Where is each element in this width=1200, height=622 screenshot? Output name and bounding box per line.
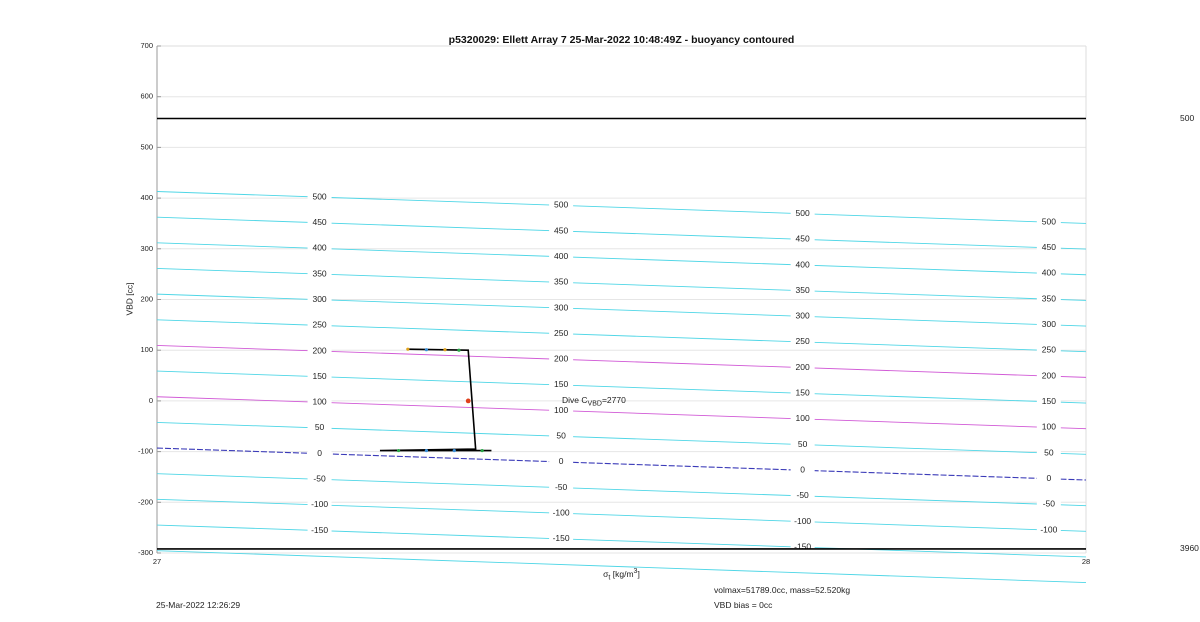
dive-annotation <box>562 395 626 408</box>
contour-label: 50 <box>1044 447 1054 458</box>
contour-label: 250 <box>554 327 569 338</box>
x-axis-label-unit: [kg/m <box>612 568 634 579</box>
y-tick-label: 100 <box>140 345 153 355</box>
dive-sample-point <box>443 348 446 351</box>
contour-label: 50 <box>556 430 566 441</box>
contour-label: 500 <box>795 207 810 218</box>
y-tick-label: -200 <box>137 497 153 507</box>
contour-label: 400 <box>1041 267 1056 278</box>
contour-label: 500 <box>312 191 327 202</box>
contour-label: 250 <box>312 319 327 330</box>
y-tick-label: 400 <box>140 193 153 203</box>
contour-label: 150 <box>795 387 810 398</box>
contour-label: 150 <box>554 379 569 390</box>
contour-label: -100 <box>311 499 329 510</box>
x-axis-label <box>603 568 640 582</box>
contour-label: 500 <box>554 199 569 210</box>
y-tick-label: 500 <box>140 142 153 152</box>
contour-label: 300 <box>1041 319 1056 330</box>
dive-annotation-tail: =2770 <box>601 394 626 405</box>
contour-label: 400 <box>554 250 569 261</box>
y-axis-label: VBD [cc] <box>124 281 135 316</box>
footer-volmax: volmax=51789.0cc, mass=52.520kg <box>714 585 851 595</box>
contour-label: 350 <box>1041 293 1056 304</box>
contour-label: 50 <box>314 422 325 433</box>
contour-label: 100 <box>1041 421 1056 432</box>
contour-label: 50 <box>797 438 808 449</box>
x-tick-label: 27 <box>152 556 162 566</box>
contour-label: 450 <box>795 233 810 244</box>
contour-label: 450 <box>312 217 327 228</box>
contour-label: 300 <box>795 310 810 321</box>
contour-label: 450 <box>554 225 569 236</box>
vbd-limit-label: 500 <box>1180 112 1195 123</box>
contour-label: 450 <box>1041 242 1056 253</box>
dive-sample-point <box>397 449 400 452</box>
contour-label: 100 <box>554 404 569 415</box>
contour-label: 0 <box>317 447 322 458</box>
contour-label: 250 <box>795 336 810 347</box>
x-axis-label-unit-close: ] <box>637 568 640 579</box>
y-tick-label: 300 <box>140 243 153 253</box>
dive-sample-point <box>406 348 409 351</box>
contour-label: 400 <box>795 259 810 270</box>
x-axis-label-main: σ <box>603 568 609 579</box>
contour-label: 350 <box>795 284 810 295</box>
contour-label: 350 <box>554 276 569 287</box>
contour-label: 200 <box>795 361 810 372</box>
contour-label: 350 <box>312 268 327 279</box>
y-tick-label: 200 <box>140 294 153 304</box>
contour-label: -50 <box>554 481 568 492</box>
contour-label: 200 <box>312 345 327 356</box>
contour-label: 500 <box>1041 216 1056 227</box>
vbd-limit-label: 3960 <box>1180 543 1199 554</box>
contour-label: 300 <box>312 293 327 304</box>
contour-label: 100 <box>312 396 327 407</box>
chart-title: p5320029: Ellett Array 7 25-Mar-2022 10:48:49Z - buoyancy contoured <box>448 34 795 46</box>
dive-sample-point <box>453 449 456 452</box>
y-tick-label: 600 <box>140 91 153 101</box>
contour-label: 100 <box>795 413 810 424</box>
contour-label: -50 <box>313 473 326 484</box>
dive-sample-point <box>481 449 484 452</box>
contour-label: 0 <box>800 464 806 475</box>
footer-vbd-bias: VBD bias = 0cc <box>714 600 773 610</box>
contour-label: 250 <box>1041 344 1056 355</box>
dive-annotation-main: Dive C <box>562 394 588 405</box>
contour-label: 300 <box>554 302 569 313</box>
contour-label: 0 <box>558 456 564 467</box>
contour-label: -150 <box>311 524 329 535</box>
dive-sample-point <box>425 449 428 452</box>
contour-label: 0 <box>1046 472 1052 483</box>
contour-label: 200 <box>554 353 569 364</box>
y-tick-label: 0 <box>148 395 153 405</box>
contour-label: 200 <box>1041 370 1056 381</box>
contour-label: 150 <box>312 370 327 381</box>
contour-label: -100 <box>794 515 812 526</box>
y-tick-label: 700 <box>140 40 153 50</box>
contour-label: 150 <box>1041 396 1056 407</box>
contour-label: -100 <box>552 507 570 518</box>
contour-label: 400 <box>312 242 327 253</box>
x-axis-label-unit-sup: 3 <box>633 568 638 575</box>
contour-label: -50 <box>796 490 809 501</box>
dive-sample-point <box>425 348 428 351</box>
contour-label: -100 <box>1040 524 1058 535</box>
y-tick-label: -100 <box>137 446 153 456</box>
x-tick-label: 28 <box>1081 556 1091 566</box>
contour-label: -50 <box>1042 498 1055 509</box>
contour-label: -150 <box>552 533 570 544</box>
dive-marker <box>466 399 471 404</box>
footer-timestamp: 25-Mar-2022 12:26:29 <box>156 600 241 610</box>
dive-annotation-sub: VBD <box>587 400 602 408</box>
x-axis-label-sub: t <box>608 574 611 582</box>
y-tick-label: -300 <box>137 547 153 557</box>
dive-sample-point <box>457 349 460 352</box>
contour-label: -150 <box>794 541 812 552</box>
